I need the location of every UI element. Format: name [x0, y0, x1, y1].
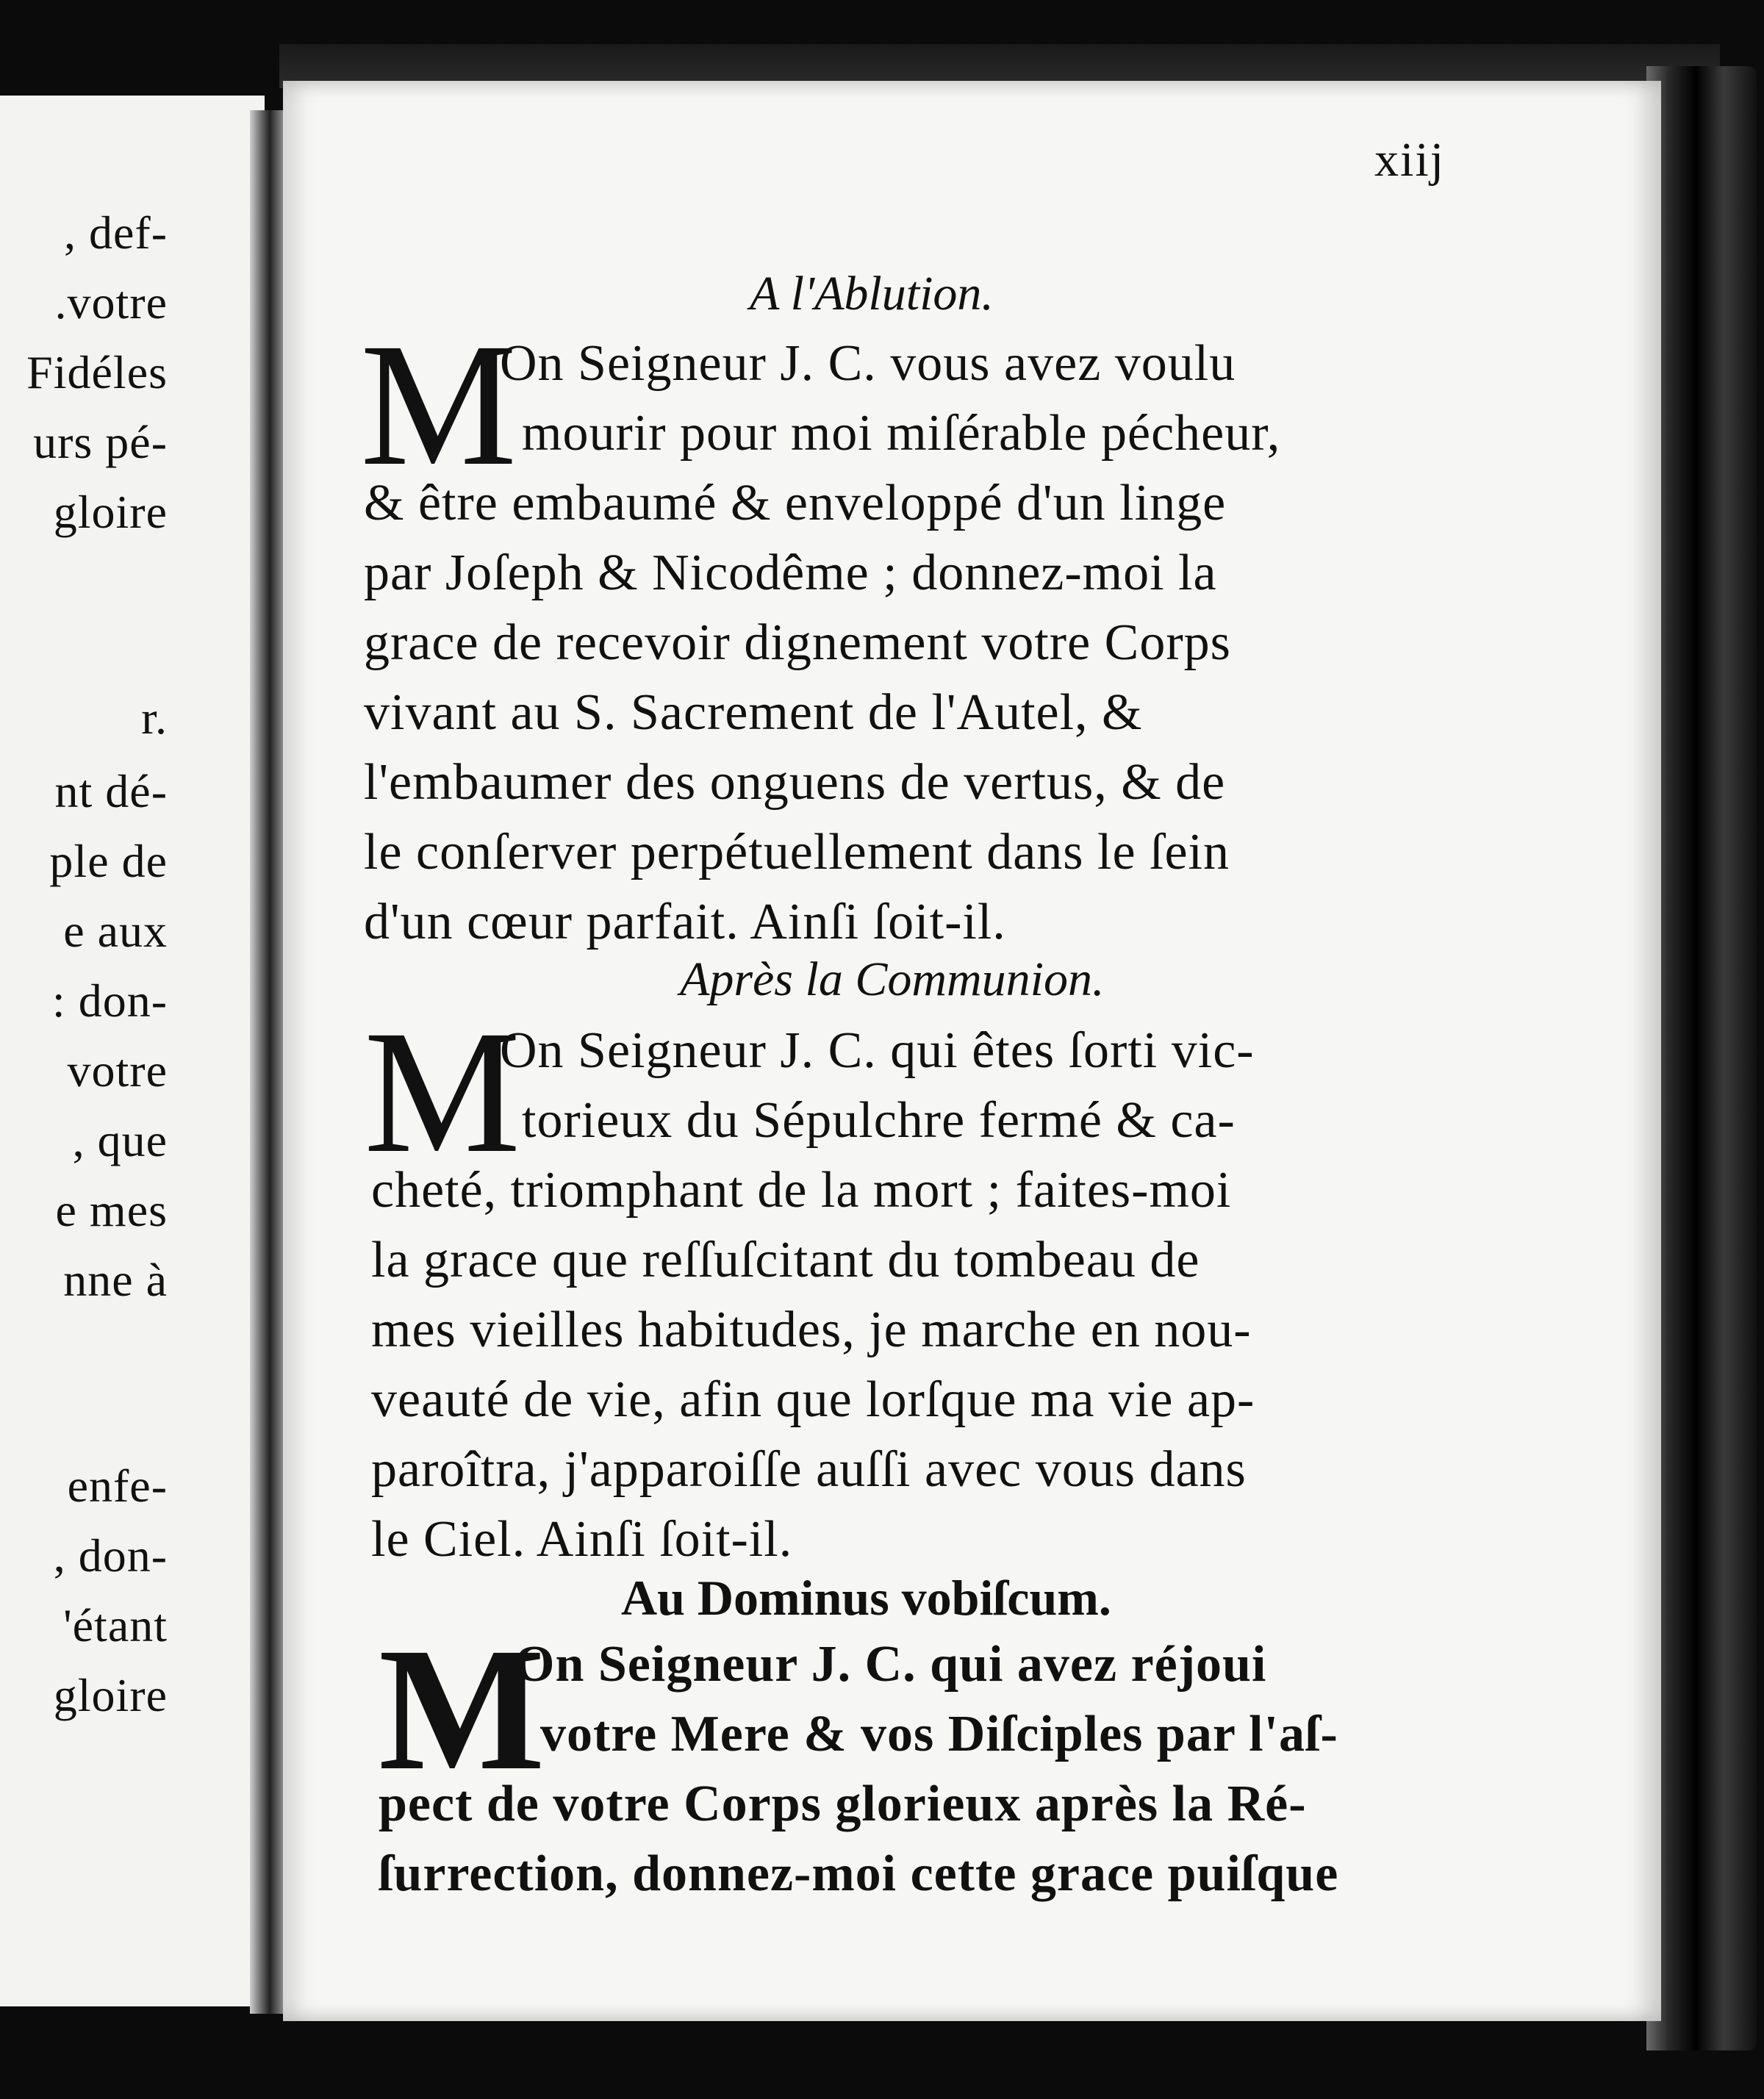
- text-line: ſurrection, donnez-moi cette grace puiſque: [379, 1845, 1339, 1902]
- left-line: Fidéles: [26, 346, 168, 398]
- section-heading-communion: Après la Communion.: [680, 952, 1105, 1006]
- page-number: xiij: [1374, 133, 1446, 187]
- section-heading-dominus: Au Dominus vobiſcum.: [621, 1570, 1111, 1626]
- left-line: .votre: [54, 276, 168, 329]
- text-line: le conſerver perpétuellement dans le ſein: [364, 824, 1230, 880]
- left-line: urs pé-: [33, 416, 168, 468]
- text-line: le Ciel. Ainſi ſoit-il.: [371, 1511, 793, 1568]
- text-line: par Joſeph & Nicodême ; donnez-moi la: [364, 545, 1217, 601]
- left-line: votre: [67, 1044, 168, 1097]
- left-line: ple de: [49, 835, 168, 887]
- text-line: d'un cœur parfait. Ainſi ſoit-il.: [364, 894, 1006, 950]
- book-gutter: [250, 110, 283, 2014]
- text-line: la grace que reſſuſcitant du tombeau de: [371, 1232, 1200, 1288]
- text-line: veauté de vie, afin que lorſque ma vie ap-: [371, 1371, 1255, 1428]
- text-line: cheté, triomphant de la mort ; faites-moi: [371, 1162, 1232, 1219]
- left-line: gloire: [53, 1669, 168, 1721]
- dropcap: M: [379, 1611, 545, 1806]
- left-line: e aux: [63, 905, 168, 957]
- text-line: torieux du Sépulchre fermé & ca-: [522, 1092, 1236, 1149]
- section-heading-ablution: A l'Ablution.: [750, 267, 994, 320]
- left-page: [0, 96, 265, 2006]
- text-line: paroîtra, j'apparoiſſe auſſi avec vous dans: [371, 1441, 1247, 1498]
- left-line: r.: [141, 692, 168, 744]
- book-fore-edge: [1646, 66, 1757, 2050]
- text-line: pect de votre Corps glorieux après la Ré-: [379, 1776, 1307, 1832]
- text-line: & être embaumé & enveloppé d'un linge: [364, 475, 1227, 531]
- text-line: grace de recevoir dignement votre Corps: [364, 614, 1231, 671]
- left-line: gloire: [53, 486, 168, 538]
- left-line: e mes: [55, 1184, 168, 1236]
- text-line: On Seigneur J. C. vous avez voulu: [500, 335, 1236, 392]
- text-line: votre Mere & vos Diſciples par l'aſ-: [540, 1706, 1338, 1762]
- text-line: mourir pour moi miſérable pécheur,: [522, 405, 1281, 462]
- left-line: : don-: [51, 975, 168, 1027]
- left-line: , que: [72, 1114, 168, 1166]
- left-line: nne à: [63, 1254, 168, 1306]
- text-line: On Seigneur J. C. qui avez réjoui: [514, 1636, 1267, 1693]
- text-line: On Seigneur J. C. qui êtes ſorti vic-: [500, 1022, 1255, 1079]
- text-line: vivant au S. Sacrement de l'Autel, &: [364, 684, 1143, 741]
- left-line: 'étant: [63, 1599, 168, 1651]
- text-line: l'embaumer des onguens de vertus, & de: [364, 754, 1226, 811]
- text-line: mes vieilles habitudes, je marche en nou-: [371, 1302, 1252, 1358]
- left-line: enfe-: [67, 1460, 168, 1512]
- left-line: nt dé-: [54, 765, 168, 817]
- left-line: , don-: [53, 1529, 168, 1582]
- dropcap: M: [360, 306, 517, 502]
- dropcap: M: [364, 994, 521, 1189]
- left-line: , def-: [63, 207, 168, 259]
